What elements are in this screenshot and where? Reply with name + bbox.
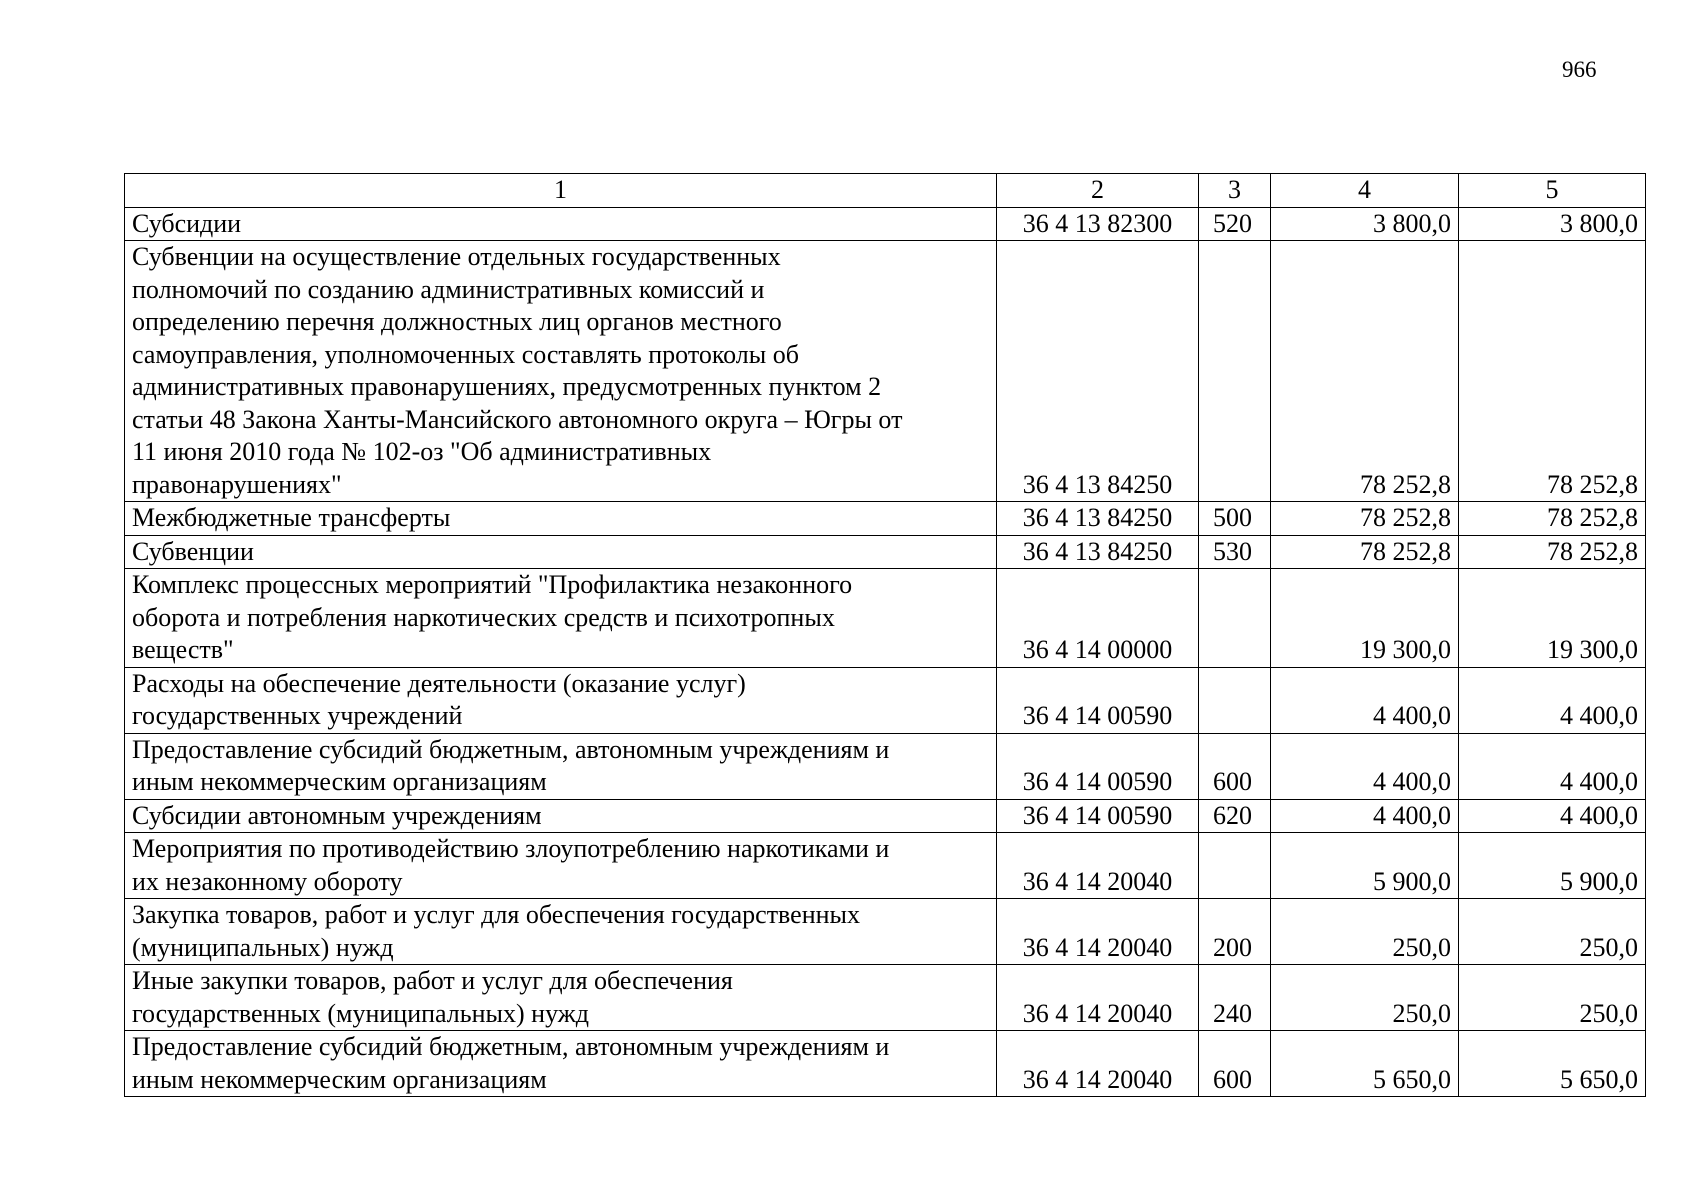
row-code-cell: 36 4 13 84250 [997,241,1199,502]
table-row [125,241,1646,502]
table-row [125,569,1646,668]
header-cell: 4 [1271,174,1459,208]
row-value-cell: 250,0 [1459,899,1646,965]
row-type-cell [1199,833,1271,899]
row-type-cell: 600 [1199,733,1271,799]
row-code-cell: 36 4 14 00590 [997,799,1199,833]
row-value-cell: 4 400,0 [1459,799,1646,833]
row-value-cell: 19 300,0 [1271,569,1459,668]
row-value-cell: 3 800,0 [1271,207,1459,241]
row-name-cell: Субсидии автономным учреждениям [125,799,997,833]
row-value-cell: 4 400,0 [1459,667,1646,733]
row-value-cell: 5 900,0 [1271,833,1459,899]
row-type-cell: 500 [1199,502,1271,536]
row-code-cell: 36 4 14 00590 [997,733,1199,799]
row-name-cell: Субсидии [125,207,997,241]
row-value-cell: 4 400,0 [1459,733,1646,799]
table-header-row [125,174,1646,208]
row-value-cell: 78 252,8 [1459,535,1646,569]
row-value-cell: 5 650,0 [1271,1031,1459,1097]
row-code-cell: 36 4 14 20040 [997,1031,1199,1097]
header-cell: 1 [125,174,997,208]
row-name-cell: Предоставление субсидий бюджетным, автономным учреждениям и иным некоммерческим организациям [125,733,997,799]
row-name-cell: Субвенции [125,535,997,569]
table-row [125,965,1646,1031]
row-code-cell: 36 4 14 00590 [997,667,1199,733]
row-name-cell: Комплекс процессных мероприятий "Профилактика незаконного оборота и потребления наркотических средств и психотропных веществ" [125,569,997,668]
table-row [125,535,1646,569]
table-body [125,174,1646,1097]
budget-table [124,173,1646,1097]
row-type-cell: 600 [1199,1031,1271,1097]
row-type-cell: 530 [1199,535,1271,569]
row-value-cell: 78 252,8 [1271,535,1459,569]
table-row [125,833,1646,899]
row-type-cell: 240 [1199,965,1271,1031]
row-name-cell: Межбюджетные трансферты [125,502,997,536]
row-type-cell: 520 [1199,207,1271,241]
table-row [125,502,1646,536]
row-value-cell: 78 252,8 [1459,241,1646,502]
table-row [125,1031,1646,1097]
row-name-cell: Мероприятия по противодействию злоупотреблению наркотиками и их незаконному обороту [125,833,997,899]
row-name-cell: Закупка товаров, работ и услуг для обеспечения государственных (муниципальных) нужд [125,899,997,965]
row-value-cell: 4 400,0 [1271,799,1459,833]
row-value-cell: 78 252,8 [1459,502,1646,536]
row-value-cell: 250,0 [1271,899,1459,965]
row-type-cell [1199,241,1271,502]
row-value-cell: 78 252,8 [1271,241,1459,502]
row-value-cell: 250,0 [1459,965,1646,1031]
row-code-cell: 36 4 14 20040 [997,899,1199,965]
row-type-cell [1199,667,1271,733]
header-cell: 5 [1459,174,1646,208]
row-value-cell: 5 650,0 [1459,1031,1646,1097]
row-code-cell: 36 4 13 82300 [997,207,1199,241]
row-name-cell: Расходы на обеспечение деятельности (оказание услуг) государственных учреждений [125,667,997,733]
table-row [125,799,1646,833]
row-code-cell: 36 4 14 20040 [997,965,1199,1031]
header-cell: 3 [1199,174,1271,208]
row-value-cell: 19 300,0 [1459,569,1646,668]
row-code-cell: 36 4 14 00000 [997,569,1199,668]
row-code-cell: 36 4 13 84250 [997,502,1199,536]
table-row [125,207,1646,241]
row-type-cell [1199,569,1271,668]
row-value-cell: 5 900,0 [1459,833,1646,899]
row-type-cell: 620 [1199,799,1271,833]
row-value-cell: 78 252,8 [1271,502,1459,536]
row-value-cell: 3 800,0 [1459,207,1646,241]
row-name-cell: Иные закупки товаров, работ и услуг для обеспечения государственных (муниципальных) нужд [125,965,997,1031]
row-value-cell: 4 400,0 [1271,733,1459,799]
row-code-cell: 36 4 13 84250 [997,535,1199,569]
row-type-cell: 200 [1199,899,1271,965]
row-code-cell: 36 4 14 20040 [997,833,1199,899]
table-row [125,899,1646,965]
table-row [125,667,1646,733]
row-value-cell: 4 400,0 [1271,667,1459,733]
row-value-cell: 250,0 [1271,965,1459,1031]
table-row [125,733,1646,799]
header-cell: 2 [997,174,1199,208]
row-name-cell: Предоставление субсидий бюджетным, автономным учреждениям и иным некоммерческим организациям [125,1031,997,1097]
row-name-cell: Субвенции на осуществление отдельных государственных полномочий по созданию административных комиссий и определению перечня должностных лиц органов местного самоуправления, уполномоченных составлять протоколы об административных правонарушениях, предусмотренных пунктом 2 статьи 48 Закона Ханты-Мансийского автономного округа – Югры от 11 июня 2010 года № 102-оз "Об административных правонарушениях" [125,241,997,502]
page-number: 966 [1562,57,1597,82]
